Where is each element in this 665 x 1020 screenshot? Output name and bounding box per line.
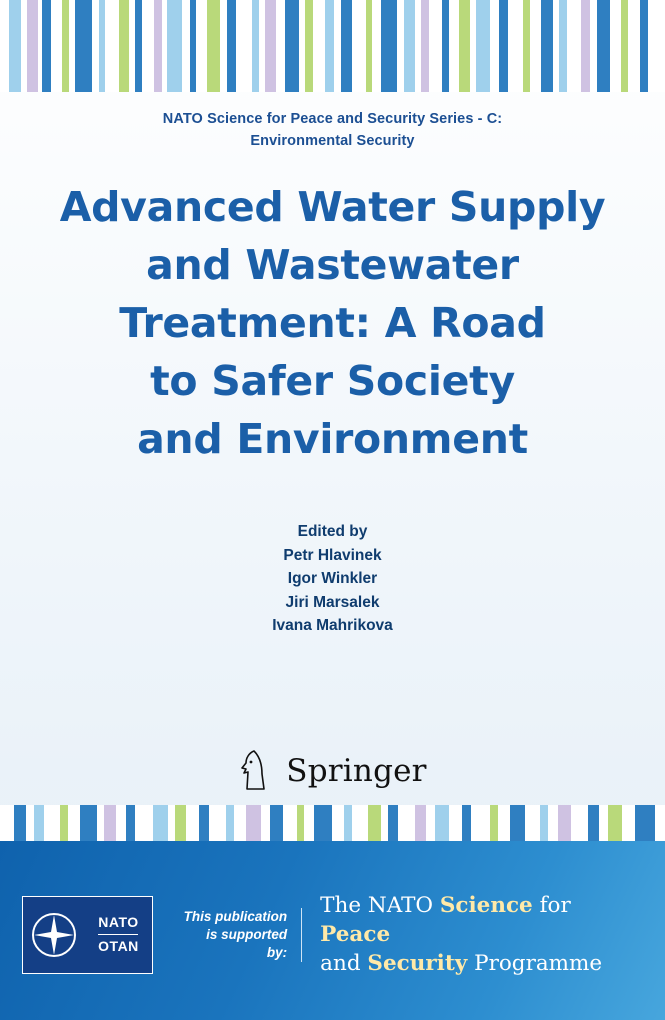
decorative-stripe [261, 805, 270, 841]
publisher-name: Springer [286, 753, 427, 789]
decorative-stripe [640, 0, 648, 92]
decorative-stripe [476, 0, 490, 92]
support-text [183, 908, 302, 962]
decorative-stripe [581, 0, 590, 92]
decorative-stripe [199, 805, 209, 841]
decorative-stripe [104, 805, 117, 841]
decorative-stripe [435, 805, 449, 841]
decorative-stripe [60, 805, 69, 841]
decorative-stripe [196, 0, 207, 92]
nato-compass-star-icon [23, 897, 85, 973]
decorative-stripe [540, 805, 549, 841]
decorative-stripe [51, 0, 63, 92]
decorative-stripe [462, 805, 472, 841]
decorative-stripe [622, 805, 635, 841]
publisher-block [0, 748, 665, 794]
decorative-stripe [344, 805, 353, 841]
programme-l1-mid: for [532, 893, 571, 918]
decorative-stripe [27, 0, 38, 92]
decorative-stripe [567, 0, 581, 92]
decorative-stripe [332, 805, 343, 841]
nato-word-top: NATO [98, 914, 139, 930]
decorative-stripe [252, 0, 259, 92]
decorative-stripe [0, 0, 9, 92]
decorative-stripe [635, 805, 655, 841]
programme-l1-peace: Peace [320, 922, 391, 947]
decorative-stripe [42, 0, 50, 92]
decorative-stripe [459, 0, 471, 92]
decorative-stripe [44, 805, 60, 841]
series-title [0, 108, 665, 152]
decorative-stripe [541, 0, 553, 92]
decorative-stripe [154, 0, 162, 92]
programme-line-2 [320, 949, 645, 978]
decorative-stripe [388, 805, 398, 841]
decorative-stripe [608, 805, 622, 841]
programme-l1-pre: The NATO [320, 893, 440, 918]
editor-name-3: Jiri Marsalek [285, 593, 380, 611]
title-line-5: and Environment [137, 415, 528, 463]
decorative-stripe [558, 805, 571, 841]
decorative-stripe [368, 805, 381, 841]
decorative-stripe [449, 805, 462, 841]
decorative-stripe [265, 0, 277, 92]
decorative-stripe [227, 0, 236, 92]
decorative-stripe [313, 0, 325, 92]
decorative-stripe [236, 0, 251, 92]
decorative-stripe [352, 0, 366, 92]
decorative-stripe [421, 0, 429, 92]
decorative-stripe [404, 0, 415, 92]
nato-wordmark [85, 897, 152, 973]
decorative-stripe [304, 805, 314, 841]
decorative-stripe [80, 805, 97, 841]
title-line-2: and Wastewater [146, 241, 519, 289]
decorative-stripe [135, 0, 142, 92]
top-stripe-band [0, 0, 665, 92]
decorative-stripe [325, 0, 334, 92]
support-line-2: is supported by: [206, 926, 288, 960]
decorative-stripe [126, 805, 135, 841]
decorative-stripe [246, 805, 262, 841]
decorative-stripe [209, 805, 226, 841]
decorative-stripe [415, 805, 426, 841]
decorative-stripe [530, 0, 541, 92]
decorative-stripe [559, 0, 567, 92]
nato-banner [0, 841, 665, 1020]
decorative-stripe [92, 0, 99, 92]
decorative-stripe [341, 0, 352, 92]
decorative-stripe [599, 805, 608, 841]
decorative-stripe [590, 0, 597, 92]
decorative-stripe [508, 0, 523, 92]
title-line-3: Treatment: A Road [119, 299, 546, 347]
series-line-1: NATO Science for Peace and Security Series - C: [162, 111, 503, 127]
decorative-stripe [523, 0, 530, 92]
decorative-stripe [285, 0, 299, 92]
decorative-stripe [207, 0, 220, 92]
decorative-stripe [442, 0, 449, 92]
decorative-stripe [14, 805, 25, 841]
decorative-stripe [372, 0, 381, 92]
decorative-stripe [571, 805, 588, 841]
decorative-stripe [648, 0, 664, 92]
decorative-stripe [510, 805, 526, 841]
decorative-stripe [226, 805, 235, 841]
decorative-stripe [610, 0, 621, 92]
decorative-stripe [490, 0, 498, 92]
decorative-stripe [182, 0, 190, 92]
series-line-2: Environmental Security [250, 133, 415, 149]
nato-word-bottom: OTAN [98, 938, 139, 954]
decorative-stripe [490, 805, 499, 841]
decorative-stripe [426, 805, 435, 841]
decorative-stripe [305, 0, 313, 92]
decorative-stripe [234, 805, 245, 841]
decorative-stripe [116, 805, 126, 841]
nato-word-divider [98, 934, 138, 935]
nato-logo [22, 896, 153, 974]
decorative-stripe [142, 0, 154, 92]
decorative-stripe [9, 0, 21, 92]
decorative-stripe [297, 805, 304, 841]
decorative-stripe [0, 805, 14, 841]
editors-label: Edited by [297, 523, 368, 540]
decorative-stripe [168, 805, 175, 841]
mid-stripe-band [0, 805, 665, 841]
decorative-stripe [97, 805, 104, 841]
decorative-stripe [449, 0, 458, 92]
decorative-stripe [498, 805, 509, 841]
decorative-stripe [397, 0, 404, 92]
decorative-stripe [548, 805, 558, 841]
decorative-stripe [352, 805, 368, 841]
editor-name-4: Ivana Mahrikova [272, 617, 393, 634]
decorative-stripe [525, 805, 539, 841]
decorative-stripe [68, 805, 79, 841]
programme-l2-security: Security [367, 951, 468, 976]
springer-knight-icon [238, 748, 272, 794]
programme-l2-post: Programme [467, 951, 603, 976]
editor-name-2: Igor Winkler [287, 570, 378, 587]
decorative-stripe [119, 0, 130, 92]
decorative-stripe [220, 0, 227, 92]
title-line-1: Advanced Water Supply [59, 183, 606, 231]
programme-l1-science: Science [439, 893, 533, 918]
decorative-stripe [283, 805, 297, 841]
decorative-stripe [398, 805, 415, 841]
title-line-4: to Safer Society [150, 357, 515, 405]
decorative-stripe [314, 805, 332, 841]
decorative-stripe [471, 805, 489, 841]
decorative-stripe [105, 0, 119, 92]
decorative-stripe [34, 805, 44, 841]
decorative-stripe [381, 0, 397, 92]
decorative-stripe [628, 0, 640, 92]
decorative-stripe [381, 805, 388, 841]
decorative-stripe [597, 0, 610, 92]
programme-line-1 [320, 891, 645, 949]
decorative-stripe [75, 0, 91, 92]
support-line-1: This publication [183, 908, 288, 924]
decorative-stripe [588, 805, 599, 841]
decorative-stripe [621, 0, 628, 92]
decorative-stripe [26, 805, 35, 841]
decorative-stripe [276, 0, 284, 92]
decorative-stripe [62, 0, 69, 92]
decorative-stripe [175, 805, 186, 841]
decorative-stripe [499, 0, 508, 92]
decorative-stripe [167, 0, 182, 92]
book-title [0, 178, 665, 468]
decorative-stripe [135, 805, 153, 841]
decorative-stripe [655, 805, 665, 841]
editors-block [0, 520, 665, 638]
programme-l2-pre: and [320, 951, 368, 976]
editor-name-1: Petr Hlavinek [283, 546, 382, 564]
programme-text [320, 891, 645, 978]
decorative-stripe [270, 805, 283, 841]
decorative-stripe [186, 805, 199, 841]
decorative-stripe [429, 0, 442, 92]
decorative-stripe [153, 805, 167, 841]
decorative-stripe [334, 0, 341, 92]
